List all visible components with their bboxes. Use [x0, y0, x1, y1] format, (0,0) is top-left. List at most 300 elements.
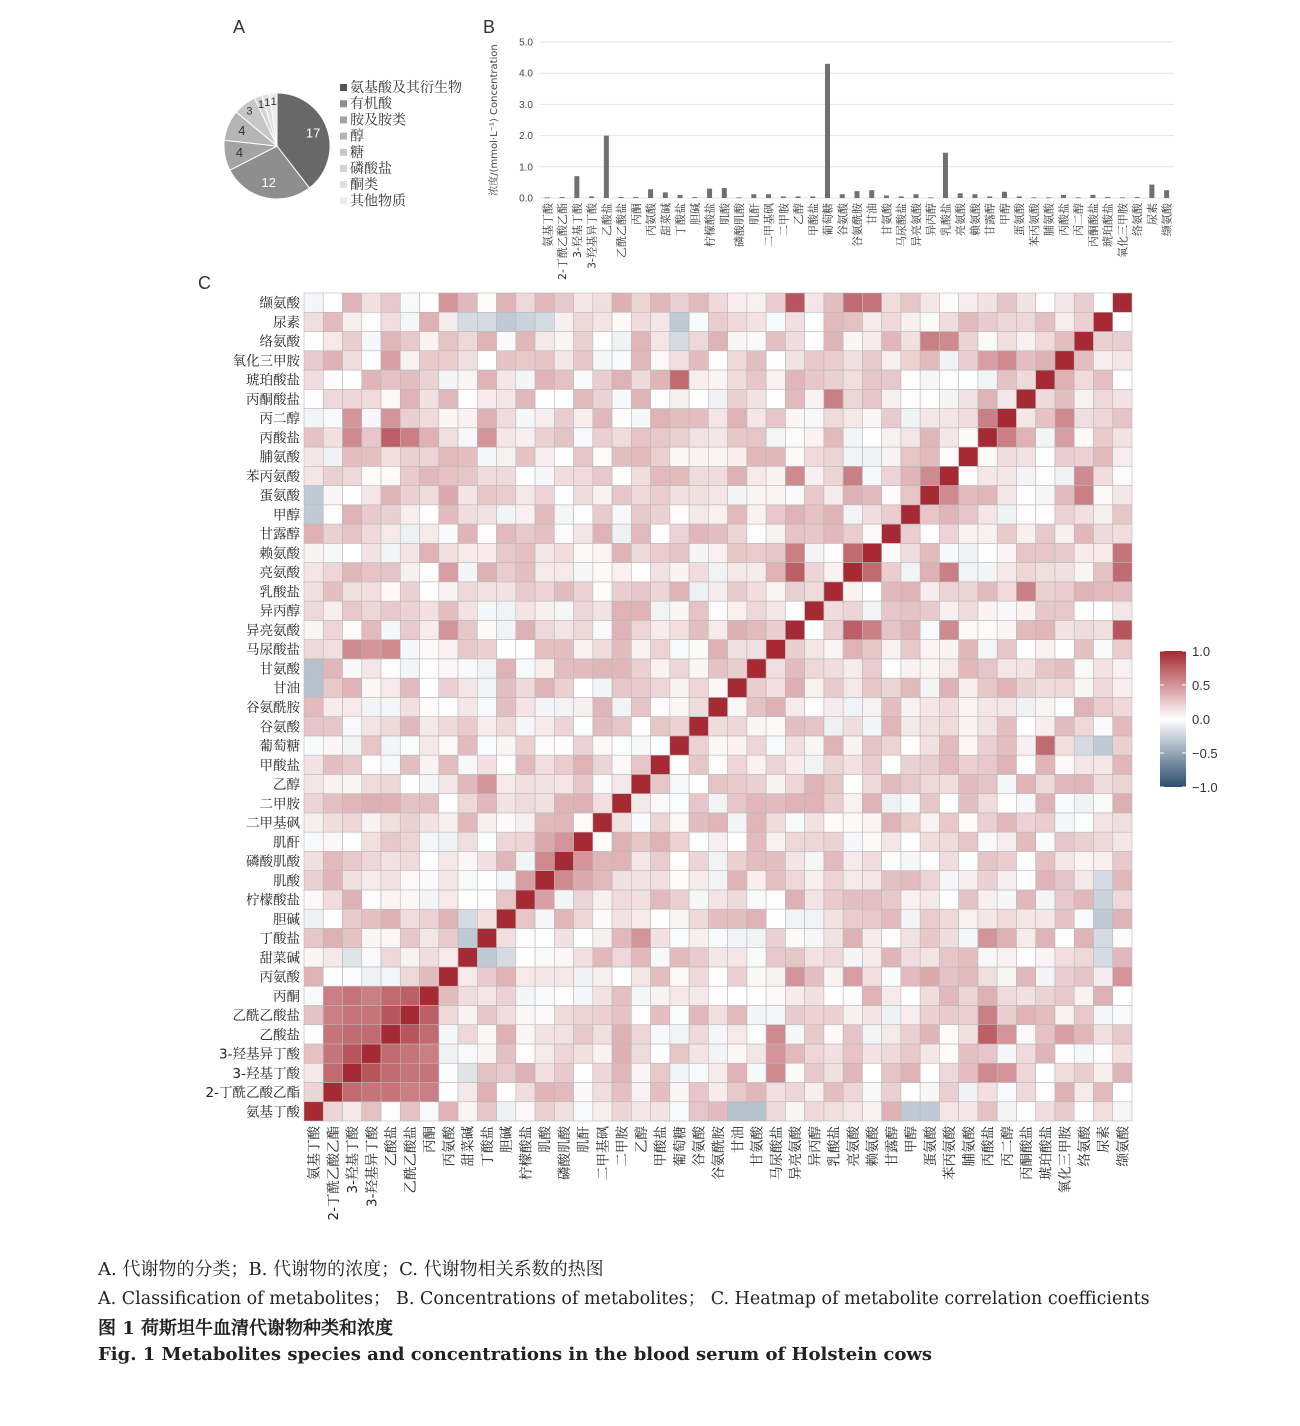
heatmap-cell [1113, 717, 1132, 736]
heatmap-cell [843, 851, 862, 870]
heatmap-cell [978, 871, 997, 890]
heatmap-cell [516, 774, 535, 793]
heatmap-cell [920, 890, 939, 909]
heatmap-cell [574, 697, 593, 716]
heatmap-cell [304, 1025, 323, 1044]
heatmap-cell [323, 909, 342, 928]
heatmap-cell [362, 1102, 381, 1121]
heatmap-cell [997, 1025, 1016, 1044]
heatmap-cell [651, 659, 670, 678]
heatmap-cell [362, 332, 381, 351]
heatmap-cell [612, 1044, 631, 1063]
heatmap-cell [554, 736, 573, 755]
heatmap-cell [651, 794, 670, 813]
heatmap-cell [477, 948, 496, 967]
heatmap-cell [901, 447, 920, 466]
heatmap-cell [1093, 890, 1112, 909]
heatmap-cell [458, 832, 477, 851]
heatmap-cell [497, 755, 516, 774]
heatmap-cell [554, 486, 573, 505]
heatmap-cell [497, 717, 516, 736]
bar [751, 194, 756, 198]
heatmap-cell [766, 794, 785, 813]
heatmap-cell [805, 871, 824, 890]
heatmap-cell [400, 659, 419, 678]
heatmap-cell [343, 717, 362, 736]
heatmap-cell [920, 832, 939, 851]
heatmap-cell [323, 409, 342, 428]
heatmap-cell [574, 332, 593, 351]
heatmap-cell [1074, 505, 1093, 524]
heatmap-cell [689, 389, 708, 408]
heatmap-cell [1036, 312, 1055, 331]
heatmap-cell [535, 1025, 554, 1044]
heatmap-cell [458, 312, 477, 331]
heatmap-col-label: 甜菜碱 [460, 1126, 477, 1167]
heatmap-cell [824, 620, 843, 639]
heatmap-cell [805, 967, 824, 986]
heatmap-cell [766, 563, 785, 582]
heatmap-cell [1093, 1063, 1112, 1082]
heatmap-cell [920, 928, 939, 947]
heatmap-cell [574, 409, 593, 428]
heatmap-cell [400, 312, 419, 331]
heatmap-cell [343, 312, 362, 331]
heatmap-cell [477, 717, 496, 736]
heatmap-cell [343, 486, 362, 505]
heatmap-cell [400, 332, 419, 351]
heatmap-cell [670, 1005, 689, 1024]
heatmap-cell [343, 986, 362, 1005]
heatmap-cell [381, 948, 400, 967]
heatmap-cell [1016, 871, 1035, 890]
heatmap-cell [574, 755, 593, 774]
heatmap-cell [920, 774, 939, 793]
heatmap-cell [747, 447, 766, 466]
heatmap-cell [920, 505, 939, 524]
heatmap-cell [593, 543, 612, 562]
heatmap-row-label: 马尿酸盐 [246, 642, 300, 659]
heatmap-cell [651, 1082, 670, 1101]
heatmap-cell [728, 1102, 747, 1121]
heatmap-cell [323, 678, 342, 697]
bar [678, 195, 683, 198]
heatmap-cell [901, 851, 920, 870]
heatmap-cell [805, 640, 824, 659]
heatmap-cell [689, 851, 708, 870]
heatmap-cell [535, 659, 554, 678]
heatmap-cell [978, 409, 997, 428]
heatmap-cell [805, 620, 824, 639]
heatmap-cell [978, 1025, 997, 1044]
x-tick-label: 琥珀酸盐 [1101, 203, 1115, 247]
heatmap-cell [362, 1044, 381, 1063]
heatmap-cell [1055, 409, 1074, 428]
heatmap-cell [882, 428, 901, 447]
heatmap-cell [901, 466, 920, 485]
heatmap-cell [747, 967, 766, 986]
heatmap-cell [882, 928, 901, 947]
bar [796, 196, 801, 198]
heatmap-cell [959, 871, 978, 890]
heatmap-cell [400, 582, 419, 601]
heatmap-cell [381, 447, 400, 466]
bar [545, 197, 550, 198]
heatmap-cell [959, 1025, 978, 1044]
heatmap-cell [400, 794, 419, 813]
heatmap-cell [766, 409, 785, 428]
heatmap-cell [612, 832, 631, 851]
heatmap-cell [1093, 967, 1112, 986]
heatmap-cell [747, 774, 766, 793]
heatmap-cell [728, 1044, 747, 1063]
heatmap-cell [901, 678, 920, 697]
heatmap-col-label: 尿素 [1096, 1126, 1113, 1153]
heatmap-cell [978, 717, 997, 736]
heatmap-row-label: 乙酸盐 [259, 1027, 300, 1044]
heatmap-cell [631, 505, 650, 524]
heatmap-col-label: 氧化三甲胺 [1057, 1126, 1074, 1194]
heatmap-cell [805, 312, 824, 331]
heatmap-cell [708, 890, 727, 909]
heatmap-cell [824, 813, 843, 832]
heatmap-cell [400, 640, 419, 659]
heatmap-cell [593, 717, 612, 736]
heatmap-cell [477, 351, 496, 370]
heatmap-cell [939, 755, 958, 774]
heatmap-cell [901, 486, 920, 505]
heatmap-cell [304, 774, 323, 793]
heatmap-cell [1036, 678, 1055, 697]
heatmap-cell [400, 428, 419, 447]
heatmap-cell [805, 293, 824, 312]
heatmap-cell [574, 909, 593, 928]
heatmap-cell [323, 948, 342, 967]
heatmap-cell [497, 1005, 516, 1024]
heatmap-cell [728, 678, 747, 697]
heatmap-cell [959, 851, 978, 870]
heatmap-cell [785, 1082, 804, 1101]
heatmap-cell [805, 428, 824, 447]
heatmap-cell [400, 1025, 419, 1044]
heatmap-cell [1093, 601, 1112, 620]
heatmap-cell [458, 466, 477, 485]
heatmap-cell [1113, 370, 1132, 389]
heatmap-cell [420, 524, 439, 543]
heatmap-cell [1016, 293, 1035, 312]
heatmap-cell [439, 351, 458, 370]
heatmap-cell [477, 774, 496, 793]
heatmap-cell [323, 774, 342, 793]
heatmap-cell [381, 332, 400, 351]
heatmap-cell [458, 717, 477, 736]
heatmap-cell [689, 832, 708, 851]
heatmap-cell [670, 409, 689, 428]
heatmap-cell [554, 1044, 573, 1063]
heatmap-cell [420, 736, 439, 755]
heatmap-cell [978, 851, 997, 870]
heatmap-cell [535, 351, 554, 370]
heatmap-cell [400, 851, 419, 870]
heatmap-cell [670, 697, 689, 716]
heatmap-cell [785, 640, 804, 659]
heatmap-cell [785, 582, 804, 601]
heatmap-cell [959, 774, 978, 793]
heatmap-cell [516, 351, 535, 370]
heatmap-cell [323, 736, 342, 755]
heatmap-cell [862, 813, 881, 832]
heatmap-cell [997, 640, 1016, 659]
bar [1164, 190, 1169, 198]
heatmap-cell [574, 640, 593, 659]
heatmap-cell [708, 1102, 727, 1121]
heatmap-cell [362, 370, 381, 389]
heatmap-cell [439, 370, 458, 389]
heatmap-cell [785, 986, 804, 1005]
heatmap-cell [381, 832, 400, 851]
heatmap-cell [516, 466, 535, 485]
heatmap-cell [805, 409, 824, 428]
heatmap-cell [805, 1025, 824, 1044]
heatmap-cell [651, 678, 670, 697]
heatmap-cell [689, 640, 708, 659]
heatmap-cell [843, 370, 862, 389]
heatmap-cell [477, 640, 496, 659]
heatmap-cell [824, 601, 843, 620]
heatmap-cell [747, 794, 766, 813]
heatmap-cell [343, 1044, 362, 1063]
heatmap-cell [458, 582, 477, 601]
heatmap-cell [458, 948, 477, 967]
heatmap-col-label: 甲酸盐 [653, 1126, 670, 1167]
heatmap-cell [939, 909, 958, 928]
heatmap-cell [535, 486, 554, 505]
heatmap-cell [805, 466, 824, 485]
heatmap-cell [362, 1082, 381, 1101]
x-tick-label: 丙二醇 [1072, 203, 1086, 236]
heatmap-cell [439, 871, 458, 890]
heatmap-cell [574, 389, 593, 408]
heatmap-cell [843, 1102, 862, 1121]
heatmap-cell [381, 428, 400, 447]
heatmap-cell [805, 447, 824, 466]
x-tick-label: 3-羟基异丁酸 [585, 203, 599, 269]
heatmap-cell [497, 832, 516, 851]
heatmap-cell [381, 813, 400, 832]
x-tick-label: 丙氨酸 [644, 203, 658, 236]
heatmap-cell [747, 890, 766, 909]
heatmap-cell [862, 370, 881, 389]
heatmap-cell [631, 1063, 650, 1082]
heatmap-cell [1036, 293, 1055, 312]
heatmap-cell [901, 524, 920, 543]
heatmap-cell [516, 640, 535, 659]
heatmap-cell [304, 794, 323, 813]
heatmap-cell [747, 851, 766, 870]
heatmap-cell [785, 351, 804, 370]
heatmap-cell [920, 351, 939, 370]
heatmap-cell [593, 601, 612, 620]
heatmap-cell [420, 1102, 439, 1121]
heatmap-cell [843, 794, 862, 813]
heatmap-cell [1113, 293, 1132, 312]
heatmap-cell [978, 813, 997, 832]
heatmap-cell [1074, 293, 1093, 312]
heatmap-cell [1093, 351, 1112, 370]
heatmap-cell [689, 1082, 708, 1101]
heatmap-cell [747, 505, 766, 524]
bar [1149, 185, 1154, 198]
heatmap-cell [901, 697, 920, 716]
heatmap-cell [901, 1025, 920, 1044]
heatmap-cell [997, 986, 1016, 1005]
heatmap-cell [362, 312, 381, 331]
colorbar-label: 0.5 [1192, 678, 1211, 693]
heatmap-row-label: 肌酐 [273, 834, 300, 851]
heatmap-cell [901, 293, 920, 312]
bar [1002, 192, 1007, 198]
heatmap-cell [420, 851, 439, 870]
heatmap-cell [728, 620, 747, 639]
heatmap-cell [631, 524, 650, 543]
heatmap-row-label: 胆碱 [273, 911, 300, 928]
heatmap-cell [805, 351, 824, 370]
heatmap-cell [978, 794, 997, 813]
heatmap-cell [708, 351, 727, 370]
heatmap-cell [323, 543, 342, 562]
heatmap-cell [343, 871, 362, 890]
heatmap-cell [1016, 351, 1035, 370]
heatmap-cell [766, 890, 785, 909]
heatmap-cell [728, 447, 747, 466]
heatmap-cell [304, 1063, 323, 1082]
heatmap-cell [439, 755, 458, 774]
heatmap-cell [1113, 928, 1132, 947]
heatmap-cell [1113, 794, 1132, 813]
heatmap-cell [1074, 620, 1093, 639]
heatmap-cell [516, 1082, 535, 1101]
heatmap-cell [882, 659, 901, 678]
heatmap-cell [862, 948, 881, 967]
heatmap-cell [939, 794, 958, 813]
heatmap-cell [362, 640, 381, 659]
heatmap-cell [882, 466, 901, 485]
heatmap-cell [1016, 967, 1035, 986]
heatmap-cell [862, 601, 881, 620]
heatmap-cell [323, 928, 342, 947]
heatmap-cell [381, 717, 400, 736]
heatmap-cell [593, 466, 612, 485]
heatmap-cell [574, 293, 593, 312]
heatmap-cell [1113, 736, 1132, 755]
heatmap-cell [516, 543, 535, 562]
heatmap-cell [939, 543, 958, 562]
heatmap-cell [651, 890, 670, 909]
heatmap-row-label: 异亮氨酸 [246, 622, 300, 639]
heatmap-cell [420, 832, 439, 851]
heatmap-cell [882, 351, 901, 370]
heatmap-cell [593, 678, 612, 697]
heatmap-cell [439, 466, 458, 485]
heatmap-cell [554, 871, 573, 890]
heatmap-cell [1055, 851, 1074, 870]
heatmap-cell [824, 370, 843, 389]
heatmap-cell [766, 332, 785, 351]
heatmap-cell [1074, 370, 1093, 389]
heatmap-cell [516, 717, 535, 736]
heatmap-cell [1055, 755, 1074, 774]
heatmap-cell [997, 794, 1016, 813]
heatmap-cell [497, 370, 516, 389]
heatmap-cell [1113, 1025, 1132, 1044]
heatmap-cell [304, 466, 323, 485]
heatmap-cell [1036, 601, 1055, 620]
heatmap-cell [1093, 794, 1112, 813]
heatmap-cell [862, 890, 881, 909]
heatmap-cell [612, 1063, 631, 1082]
heatmap-cell [766, 447, 785, 466]
heatmap-cell [689, 409, 708, 428]
heatmap-cell [862, 620, 881, 639]
heatmap-cell [978, 755, 997, 774]
heatmap-cell [535, 832, 554, 851]
heatmap-cell [574, 813, 593, 832]
heatmap-cell [728, 505, 747, 524]
heatmap-cell [670, 582, 689, 601]
heatmap-row-label: 谷氨酰胺 [246, 700, 300, 716]
heatmap-cell [651, 1102, 670, 1121]
heatmap-cell [343, 659, 362, 678]
heatmap-cell [343, 1025, 362, 1044]
heatmap-cell [651, 851, 670, 870]
heatmap-cell [497, 928, 516, 947]
heatmap-cell [959, 755, 978, 774]
heatmap-cell [708, 1005, 727, 1024]
heatmap-cell [304, 563, 323, 582]
heatmap-cell [1074, 1005, 1093, 1024]
heatmap-cell [862, 832, 881, 851]
heatmap-cell [631, 697, 650, 716]
heatmap-cell [574, 1102, 593, 1121]
heatmap-cell [497, 813, 516, 832]
heatmap-cell [477, 890, 496, 909]
heatmap-cell [574, 678, 593, 697]
heatmap-cell [901, 948, 920, 967]
heatmap-cell [728, 986, 747, 1005]
heatmap-col-label: 胆碱 [499, 1126, 516, 1153]
heatmap-cell [708, 736, 727, 755]
heatmap-cell [323, 794, 342, 813]
heatmap-cell [631, 948, 650, 967]
heatmap-cell [805, 755, 824, 774]
heatmap-cell [420, 890, 439, 909]
heatmap-cell [593, 659, 612, 678]
heatmap-cell [651, 620, 670, 639]
heatmap-cell [959, 967, 978, 986]
heatmap-cell [458, 890, 477, 909]
heatmap-cell [978, 1044, 997, 1063]
heatmap-cell [708, 640, 727, 659]
heatmap-cell [997, 601, 1016, 620]
heatmap-cell [1074, 524, 1093, 543]
heatmap-cell [920, 332, 939, 351]
heatmap-cell [651, 928, 670, 947]
heatmap-cell [920, 428, 939, 447]
heatmap-cell [400, 678, 419, 697]
heatmap-cell [574, 563, 593, 582]
heatmap-cell [1055, 370, 1074, 389]
heatmap-cell [1074, 1044, 1093, 1063]
